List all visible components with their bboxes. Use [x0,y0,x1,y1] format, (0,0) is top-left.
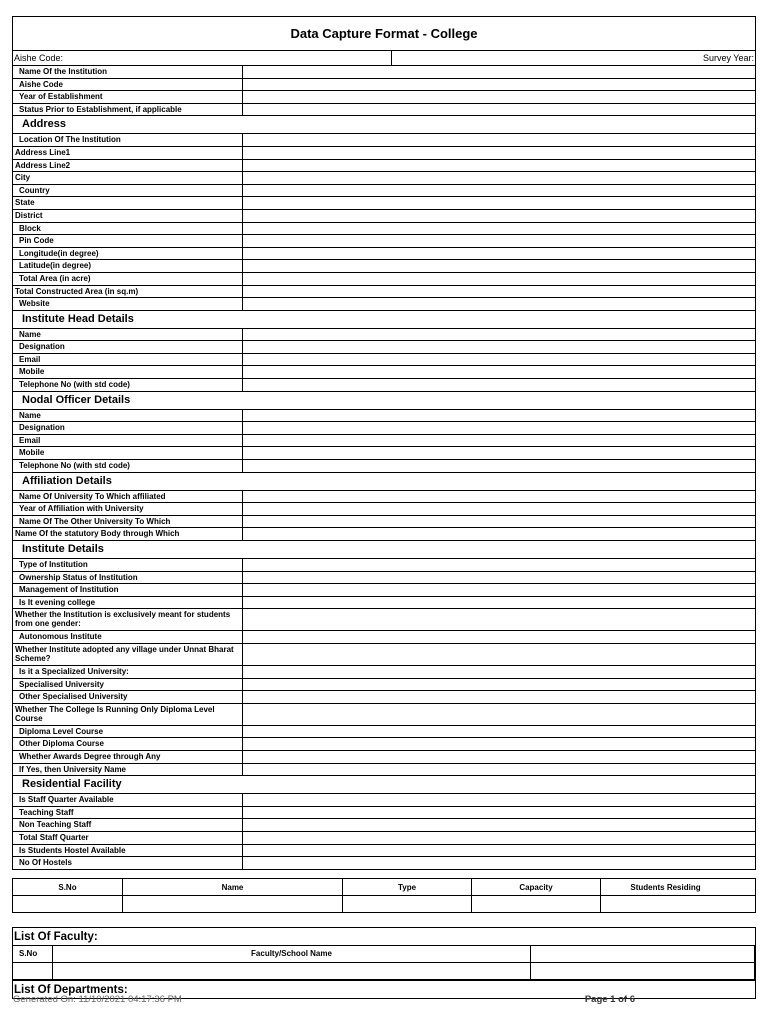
field-value[interactable] [243,329,755,341]
field-label: Whether Awards Degree through Any [13,751,243,763]
field-label: Whether Institute adopted any village under Unnat Bharat Scheme? [13,644,243,665]
field-value[interactable] [243,341,755,353]
field-value[interactable] [243,516,755,528]
field-label: Aishe Code [13,79,243,91]
field-label: Name [13,329,243,341]
field-label: Type of Institution [13,559,243,571]
field-value[interactable] [243,79,755,91]
head-heading: Institute Head Details [12,311,756,329]
basic-row [12,66,756,79]
field-label: Telephone No (with std code) [13,460,243,472]
field-value[interactable] [243,422,755,434]
field-label: Whether The College Is Running Only Diploma Level Course [13,704,243,725]
nodal-row [12,460,756,473]
field-value[interactable] [243,134,755,146]
field-label: Name Of The Other University To Which [13,516,243,528]
nodal-heading: Nodal Officer Details [12,392,756,410]
institute-row [12,559,756,572]
page-number: Page 1 of 6 [584,994,635,1005]
field-label: Year of Establishment [13,91,243,103]
address-row [12,235,756,248]
address-row [12,210,756,223]
field-label: Teaching Staff [13,807,243,819]
residential-row [12,819,756,832]
field-value[interactable] [243,160,755,172]
address-row [12,147,756,160]
faculty-table-header [12,946,756,963]
address-row [12,248,756,261]
institute-heading: Institute Details [12,541,756,559]
field-label: Location Of The Institution [13,134,243,146]
address-row [12,273,756,286]
field-value[interactable] [243,379,755,391]
address-row [12,286,756,299]
residential-row [12,807,756,820]
residential-heading: Residential Facility [12,776,756,794]
residential-row [12,857,756,870]
field-value[interactable] [243,597,755,609]
field-label: Designation [13,341,243,353]
field-value[interactable] [243,857,755,869]
institute-row [12,644,756,666]
field-label: Whether the Institution is exclusively meant for students from one gender: [13,609,243,630]
institute-row [12,584,756,597]
hostel-col-name: Name [123,879,343,895]
field-label: Other Specialised University [13,691,243,703]
field-value[interactable] [243,185,755,197]
affiliation-heading: Affiliation Details [12,473,756,491]
residential-row [12,794,756,807]
affiliation-row [12,491,756,504]
institute-row [12,704,756,726]
field-label: Name Of the statutory Body through Which [13,528,243,540]
field-label: Other Diploma Course [13,738,243,750]
head-row [12,354,756,367]
field-value[interactable] [243,435,755,447]
residential-row [12,832,756,845]
hostel-col-capacity: Capacity [472,879,601,895]
field-label: Latitude(in degree) [13,260,243,272]
field-value[interactable] [243,631,755,643]
field-label: Name [13,410,243,422]
institute-row [12,679,756,692]
field-label: Website [13,298,243,310]
code-year-line [12,50,756,66]
affiliation-row [12,528,756,541]
institute-row [12,609,756,631]
faculty-col-sno: S.No [13,946,53,962]
field-value[interactable] [243,572,755,584]
field-label: Total Area (in acre) [13,273,243,285]
field-label: Mobile [13,447,243,459]
address-row [12,134,756,147]
field-label: Name Of University To Which affiliated [13,491,243,503]
field-label: Address Line2 [13,160,243,172]
institute-row [12,666,756,679]
field-value[interactable] [243,210,755,222]
field-value[interactable] [243,260,755,272]
field-label: Total Staff Quarter [13,832,243,844]
nodal-row [12,422,756,435]
page-title: Data Capture Format - College [12,16,756,50]
field-label: Pin Code [13,235,243,247]
field-label: Block [13,223,243,235]
field-value[interactable] [243,807,755,819]
field-value[interactable] [243,286,755,298]
affiliation-row [12,503,756,516]
field-value[interactable] [243,147,755,159]
field-value[interactable] [243,609,755,630]
field-value[interactable] [243,410,755,422]
field-value[interactable] [243,845,755,857]
generated-on: Generated On: 11/10/2021 04:17:36 PM [13,994,182,1005]
field-label: Total Constructed Area (in sq.m) [13,286,243,298]
field-label: City [13,172,243,184]
field-label: If Yes, then University Name [13,764,243,776]
field-value[interactable] [243,460,755,472]
field-label: Is It evening college [13,597,243,609]
hostel-table-row[interactable] [12,896,756,913]
aishe-code-label: Aishe Code: [13,51,392,65]
hostel-table-header [12,878,756,896]
field-label: State [13,197,243,209]
field-label: Is Staff Quarter Available [13,794,243,806]
residential-row [12,845,756,858]
field-value[interactable] [243,273,755,285]
field-value[interactable] [243,584,755,596]
nodal-row [12,410,756,423]
field-label: Is it a Specialized University: [13,666,243,678]
field-label: Management of Institution [13,584,243,596]
basic-row [12,104,756,117]
address-row [12,185,756,198]
field-value[interactable] [243,104,755,116]
field-value[interactable] [243,764,755,776]
institute-row [12,631,756,644]
basic-row [12,79,756,92]
field-label: Address Line1 [13,147,243,159]
field-label: Year of Affiliation with University [13,503,243,515]
field-value[interactable] [243,197,755,209]
field-value[interactable] [243,235,755,247]
field-value[interactable] [243,503,755,515]
survey-year-label: Survey Year: [702,53,754,63]
address-row [12,160,756,173]
nodal-row [12,447,756,460]
hostel-col-type: Type [343,879,472,895]
field-label: Email [13,354,243,366]
field-label: Autonomous Institute [13,631,243,643]
institute-row [12,751,756,764]
field-value[interactable] [243,832,755,844]
field-label: Ownership Status of Institution [13,572,243,584]
field-label: Specialised University [13,679,243,691]
field-value[interactable] [243,223,755,235]
field-value[interactable] [243,704,755,725]
field-value[interactable] [243,794,755,806]
field-label: District [13,210,243,222]
field-value[interactable] [243,559,755,571]
basic-row [12,91,756,104]
address-row [12,197,756,210]
field-value[interactable] [243,248,755,260]
field-value[interactable] [243,447,755,459]
field-label: Is Students Hostel Available [13,845,243,857]
address-row [12,223,756,236]
field-value[interactable] [243,354,755,366]
head-row [12,341,756,354]
faculty-col-name: Faculty/School Name [53,946,531,962]
hostel-col-sno: S.No [13,879,123,895]
affiliation-row [12,516,756,529]
head-row [12,366,756,379]
field-value[interactable] [243,528,755,540]
faculty-table-row[interactable] [12,963,756,980]
field-value[interactable] [243,172,755,184]
field-value[interactable] [243,491,755,503]
field-label: Email [13,435,243,447]
departments-heading: List Of Departments: [12,980,756,999]
institute-row [12,764,756,777]
field-value[interactable] [243,738,755,750]
field-label: Mobile [13,366,243,378]
institute-row [12,572,756,585]
field-value[interactable] [243,298,755,310]
field-label: Diploma Level Course [13,726,243,738]
field-label: Longitude(in degree) [13,248,243,260]
institute-row [12,726,756,739]
field-value[interactable] [243,751,755,763]
address-row [12,298,756,311]
field-value[interactable] [243,366,755,378]
field-value[interactable] [243,91,755,103]
field-label: Telephone No (with std code) [13,379,243,391]
field-value[interactable] [243,726,755,738]
address-row [12,172,756,185]
address-heading: Address [12,116,756,134]
form-page [12,16,756,999]
address-row [12,260,756,273]
institute-row [12,597,756,610]
head-row [12,329,756,342]
institute-row [12,691,756,704]
faculty-heading: List Of Faculty: [12,927,756,946]
field-label: Name Of the Institution [13,66,243,78]
field-value[interactable] [243,691,755,703]
field-value[interactable] [243,819,755,831]
nodal-row [12,435,756,448]
institute-row [12,738,756,751]
field-value[interactable] [243,644,755,665]
field-value[interactable] [243,66,755,78]
field-value[interactable] [243,666,755,678]
field-label: Status Prior to Establishment, if applicable [13,104,243,116]
field-label: Country [13,185,243,197]
field-label: Non Teaching Staff [13,819,243,831]
field-label: Designation [13,422,243,434]
head-row [12,379,756,392]
hostel-col-students: Students Residing [630,882,701,892]
field-value[interactable] [243,679,755,691]
field-label: No Of Hostels [13,857,243,869]
